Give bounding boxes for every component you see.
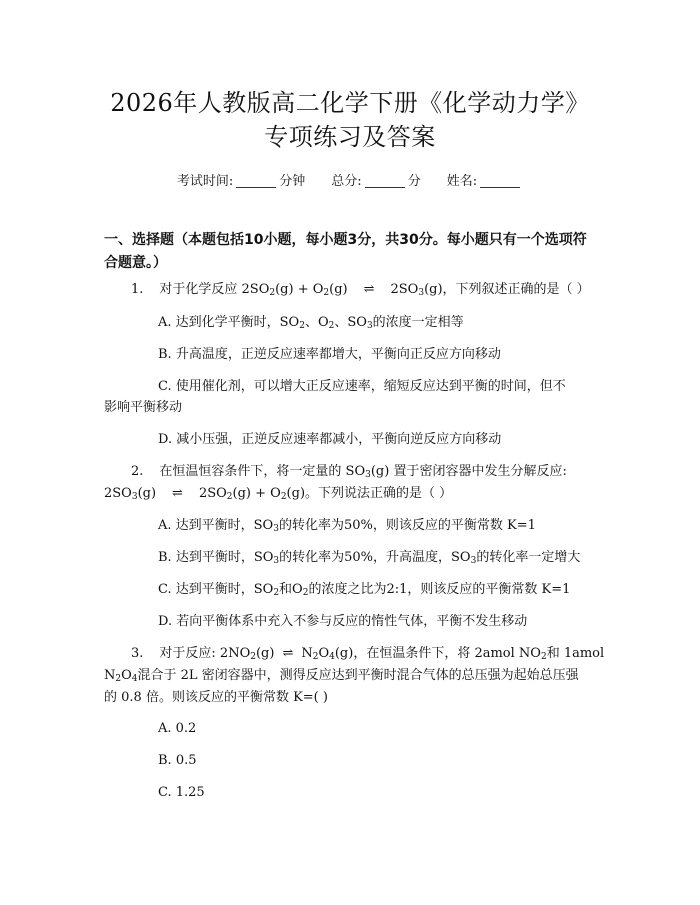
time-blank[interactable] (236, 173, 276, 188)
question-2-option-d[interactable]: D. 若向平衡体系中充入不参与反应的惰性气体，平衡不发生移动 (158, 614, 528, 629)
question-3-stem: 3. 对于反应: $2NO_2(g)$ ⇌ $N_2O_4(g)$，在恒温条件下，将 2amol $NO_2$和 1amol (131, 646, 605, 662)
question-3-stem-cont: $N_2O_4$混合于 2L 密闭容器中，测得反应达到平衡时混合气体的总压强为起始总压强 (104, 668, 579, 684)
question-2-option-c[interactable]: C. 达到平衡时，$SO_2$和$O_2$的浓度之比为2:1，则该反应的平衡常数 K=1 (158, 582, 571, 598)
question-2-stem-cont: $2SO_3(g)$ ⇌ $2SO_2(g) + O_2(g)$。下列说法正确的是（ ） (104, 486, 453, 502)
question-1-option-c[interactable]: C. 使用催化剂，可以增大正反应速率，缩短反应达到平衡的时间，但不 (158, 379, 566, 394)
section-heading (104, 229, 600, 275)
document-title-line2: 专项练习及答案 (264, 123, 436, 151)
section-heading-line2: 合题意。） (104, 255, 167, 271)
name-label: 姓名: (446, 174, 478, 189)
equilibrium-arrow: ⇌ (282, 646, 294, 661)
question-3-option-b[interactable]: B. 0.5 (158, 753, 197, 768)
question-1-stem: 1. 对于化学反应 $2SO_2(g) + O_2(g)$ ⇌ $2SO_3(g)$，下列叙述正确的是（ ） (131, 282, 590, 298)
name-blank[interactable] (480, 173, 520, 188)
question-1-option-a[interactable]: A. 达到化学平衡时，$SO_2$、$O_2$、$SO_3$的浓度一定相等 (158, 315, 464, 331)
question-3-option-c[interactable]: C. 1.25 (158, 785, 205, 800)
score-label: 总分: (331, 174, 362, 189)
question-1-option-c-cont: 影响平衡移动 (104, 400, 183, 415)
question-2-option-a[interactable]: A. 达到平衡时，$SO_3$的转化率为50%，则该反应的平衡常数 K=1 (158, 518, 536, 534)
exam-info (0, 170, 700, 189)
equilibrium-arrow: ⇌ (363, 282, 375, 297)
equilibrium-arrow: ⇌ (172, 486, 183, 501)
question-3-stem-cont2: 的 0.8 倍。则该反应的平衡常数 K=( ) (104, 690, 328, 705)
score-unit: 分 (407, 174, 421, 189)
time-unit: 分钟 (279, 174, 306, 189)
question-1-option-b[interactable]: B. 升高温度，正逆反应速率都增大，平衡向正反应方向移动 (158, 347, 501, 362)
question-3-option-a[interactable]: A. 0.2 (158, 721, 197, 736)
section-heading-line1: 一、选择题（本题包括10小题，每小题3分，共30分。每小题只有一个选项符 (104, 232, 587, 248)
question-2-option-b[interactable]: B. 达到平衡时，$SO_3$的转化率为50%，升高温度，$SO_3$的转化率一定增大 (158, 550, 581, 566)
question-1-option-d[interactable]: D. 减小压强，正逆反应速率都减小，平衡向逆反应方向移动 (158, 432, 502, 447)
question-2-stem: 2. 在恒温恒容条件下，将一定量的 $SO_3(g)$ 置于密闭容器中发生分解反应: (131, 464, 567, 480)
score-blank[interactable] (365, 173, 405, 188)
time-label: 考试时间: (176, 174, 234, 189)
document-title-line1: 2026年人教版高二化学下册《化学动力学》 (110, 89, 590, 117)
